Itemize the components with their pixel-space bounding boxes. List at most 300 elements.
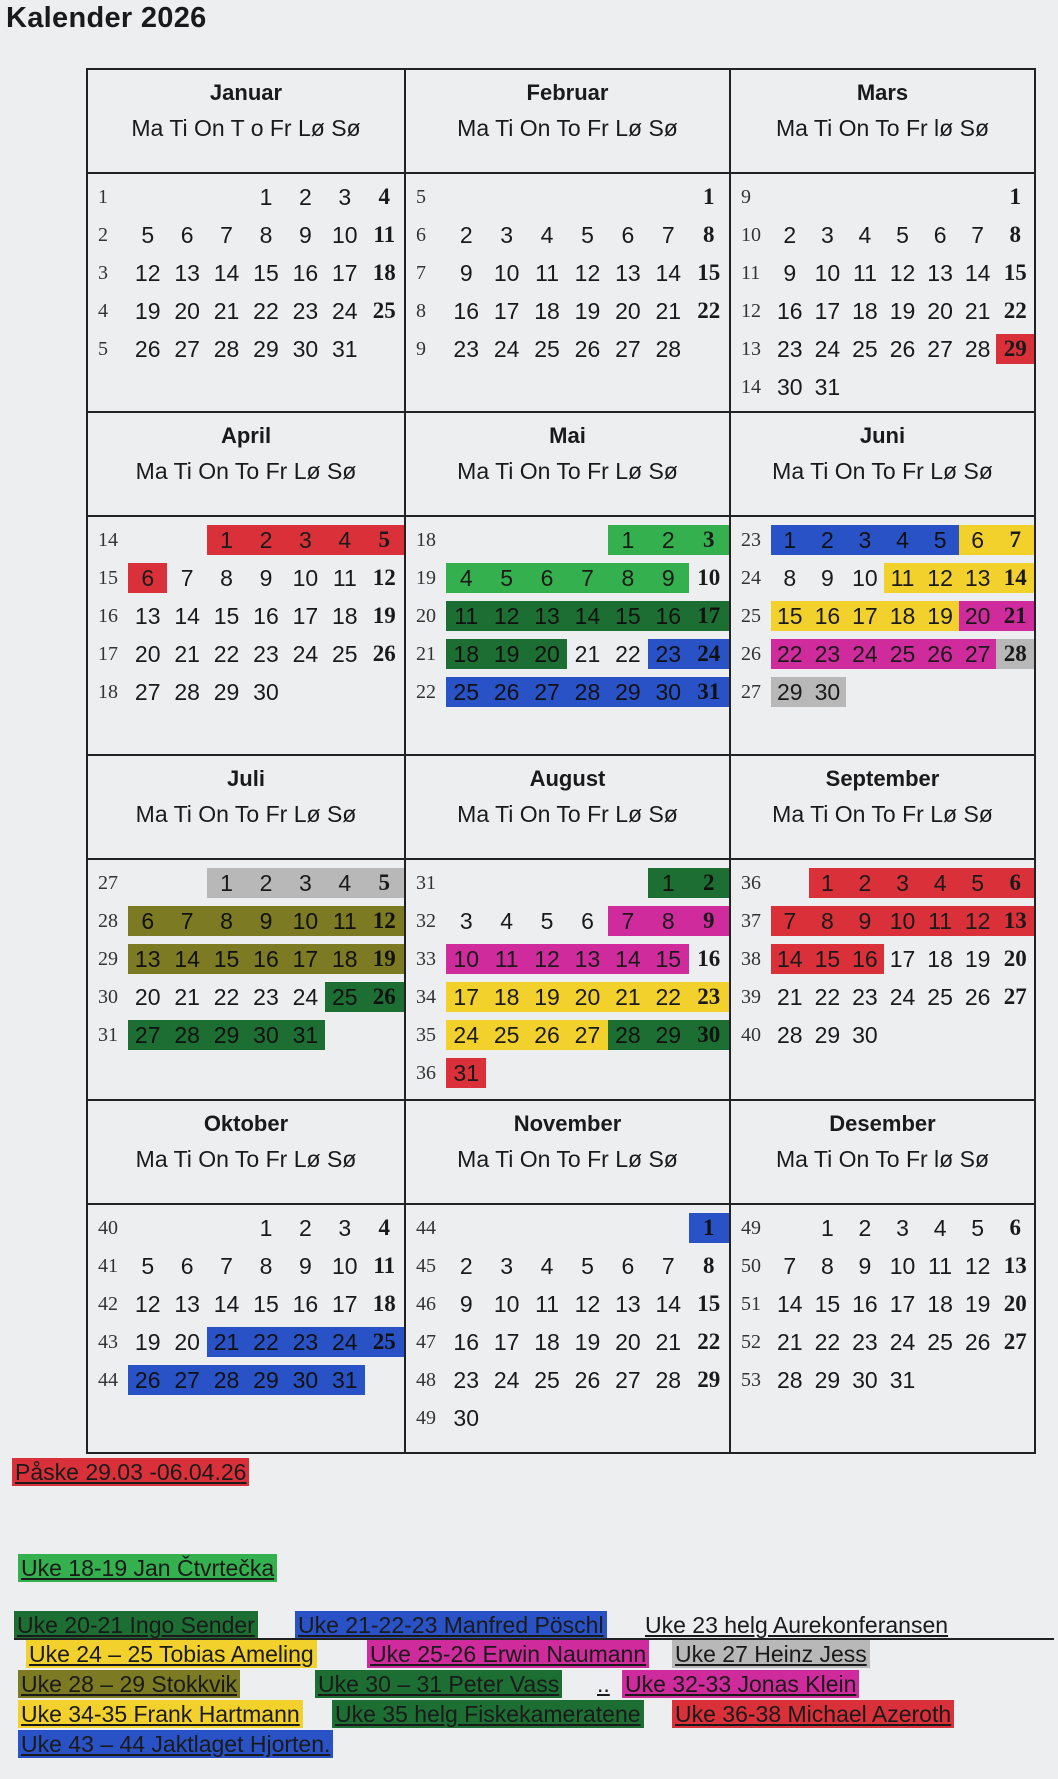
week-row — [88, 1285, 404, 1323]
day-cell: 10 — [889, 1252, 916, 1279]
empty-cell — [527, 868, 567, 898]
day-cell: 22 — [253, 297, 279, 324]
empty-cell — [128, 525, 167, 555]
day-cell: 19 — [964, 1290, 991, 1317]
day-cell: 8 — [259, 1252, 273, 1279]
legend-entry: Uke 24 – 25 Tobias Ameling — [26, 1640, 317, 1668]
empty-cell — [921, 677, 959, 707]
week-number: 18 — [98, 680, 118, 703]
week-row — [88, 216, 404, 254]
day-cell: 10 — [493, 1290, 520, 1317]
weekday-header: Ma Ti On To Fr Lø Sø — [772, 458, 993, 484]
empty-cell — [325, 677, 364, 707]
empty-cell — [365, 1020, 404, 1050]
day-cell: 15 — [1003, 260, 1027, 285]
empty-cell — [486, 182, 526, 212]
empty-cell — [884, 677, 922, 707]
week-number: 10 — [741, 223, 761, 246]
day-cell: 27 — [567, 1020, 607, 1050]
day-cell: 10 — [814, 259, 841, 286]
day-cell: 16 — [453, 1328, 479, 1355]
day-cell: 13 — [1003, 1253, 1027, 1278]
day-cell: 21 — [996, 601, 1034, 631]
weekday-header: Ma Ti On To Fr Lø Sø — [135, 801, 357, 827]
day-cell: 4 — [540, 221, 554, 248]
week-number: 42 — [98, 1292, 118, 1315]
day-cell: 14 — [996, 563, 1034, 593]
day-cell: 31 — [286, 1020, 325, 1050]
day-cell: 3 — [500, 221, 514, 248]
week-number: 49 — [741, 1216, 761, 1239]
empty-cell — [446, 868, 486, 898]
day-cell: 25 — [534, 1366, 560, 1393]
week-row — [406, 597, 729, 635]
day-cell: 20 — [959, 601, 997, 631]
day-cell: 13 — [174, 1290, 200, 1317]
week-row — [731, 673, 1034, 711]
day-cell: 2 — [299, 183, 312, 210]
week-row — [406, 330, 729, 368]
week-number: 41 — [98, 1254, 118, 1277]
month-name: August — [529, 766, 606, 791]
day-cell: 15 — [697, 1291, 721, 1316]
month-oktober — [88, 1101, 406, 1452]
day-cell: 17 — [689, 601, 729, 631]
month-name: Oktober — [203, 1111, 289, 1136]
weekday-header: Ma Ti On T o Fr Lø Sø — [131, 115, 361, 141]
day-cell: 5 — [141, 1252, 155, 1279]
week-row — [406, 940, 729, 978]
day-cell: 19 — [964, 945, 991, 972]
day-cell: 1 — [809, 868, 847, 898]
day-cell: 28 — [567, 677, 607, 707]
week-number: 36 — [741, 871, 761, 894]
day-cell: 19 — [486, 639, 526, 669]
day-cell: 19 — [889, 297, 916, 324]
week-number: 51 — [741, 1292, 761, 1315]
month-name: Januar — [209, 80, 283, 105]
month-header — [406, 413, 729, 517]
week-row — [731, 1016, 1034, 1054]
day-cell: 31 — [689, 677, 729, 707]
day-cell: 24 — [889, 983, 916, 1010]
day-cell: 4 — [500, 907, 514, 934]
week-number: 35 — [416, 1023, 436, 1046]
week-number: 17 — [98, 642, 118, 665]
empty-cell — [128, 868, 167, 898]
empty-cell — [846, 372, 884, 402]
weekday-header: Ma Ti On To Fr Lø Sø — [457, 458, 678, 484]
day-cell: 13 — [927, 259, 953, 286]
day-cell: 12 — [574, 1290, 601, 1317]
day-cell: 31 — [325, 1365, 364, 1395]
empty-cell — [771, 1213, 809, 1243]
day-cell: 20 — [527, 639, 567, 669]
weekday-header: Ma Ti On To Fr Lø Sø — [135, 1146, 357, 1172]
day-cell: 20 — [134, 983, 161, 1010]
week-row — [731, 559, 1034, 597]
week-number: 26 — [741, 642, 761, 665]
day-cell: 1 — [207, 525, 246, 555]
day-cell: 17 — [292, 602, 319, 629]
empty-cell — [286, 677, 325, 707]
week-row — [731, 178, 1034, 216]
day-cell: 8 — [702, 222, 715, 247]
day-cell: 21 — [608, 982, 648, 1012]
day-cell: 17 — [889, 945, 916, 972]
empty-cell — [365, 677, 404, 707]
empty-cell — [486, 525, 526, 555]
day-cell: 8 — [809, 906, 847, 936]
day-cell: 18 — [534, 297, 560, 324]
day-cell: 4 — [325, 868, 364, 898]
empty-cell — [846, 182, 884, 212]
day-cell: 2 — [648, 525, 688, 555]
day-cell: 4 — [378, 184, 390, 209]
day-cell: 24 — [493, 1366, 520, 1393]
day-cell: 22 — [648, 982, 688, 1012]
week-number: 28 — [98, 909, 118, 932]
empty-cell — [959, 677, 997, 707]
week-number: 47 — [416, 1330, 436, 1353]
week-row — [731, 978, 1034, 1016]
legend-entry: Uke 23 helg Aurekonferansen — [645, 1612, 949, 1638]
empty-cell — [567, 1403, 607, 1433]
day-cell: 15 — [648, 944, 688, 974]
day-cell: 30 — [253, 678, 279, 705]
week-row — [406, 521, 729, 559]
week-row — [731, 1247, 1034, 1285]
day-cell: 25 — [365, 1327, 404, 1357]
empty-cell — [486, 1058, 526, 1088]
day-cell: 4 — [884, 525, 922, 555]
week-number: 22 — [416, 680, 436, 703]
empty-cell — [365, 334, 404, 364]
empty-cell — [689, 334, 729, 364]
day-cell: 3 — [846, 525, 884, 555]
day-cell: 16 — [852, 1290, 878, 1317]
week-row — [88, 978, 404, 1016]
day-cell: 14 — [655, 259, 682, 286]
day-cell: 4 — [933, 1214, 947, 1241]
day-cell: 13 — [174, 259, 200, 286]
day-cell: 9 — [858, 1252, 872, 1279]
day-cell: 12 — [372, 565, 396, 590]
day-cell: 31 — [446, 1058, 486, 1088]
day-cell: 28 — [655, 1366, 682, 1393]
week-row — [731, 864, 1034, 902]
day-cell: 5 — [959, 868, 997, 898]
day-cell: 8 — [648, 906, 688, 936]
day-cell: 2 — [858, 1214, 872, 1241]
week-number: 52 — [741, 1330, 761, 1353]
day-cell: 21 — [574, 640, 601, 667]
day-cell: 9 — [259, 564, 273, 591]
day-cell: 21 — [174, 983, 200, 1010]
day-cell: 15 — [814, 1290, 841, 1317]
week-number: 34 — [416, 985, 436, 1008]
day-cell: 7 — [567, 563, 607, 593]
day-cell: 1 — [259, 1214, 273, 1241]
legend-entry: Uke 21-22-23 Manfred Pöschl — [295, 1611, 607, 1639]
day-cell: 7 — [220, 221, 233, 248]
week-number: 27 — [741, 680, 761, 703]
day-cell: 4 — [378, 1215, 390, 1240]
week-row — [731, 254, 1034, 292]
day-cell: 26 — [574, 335, 601, 362]
empty-cell — [921, 182, 959, 212]
empty-cell — [567, 1058, 607, 1088]
day-cell: 28 — [964, 335, 991, 362]
day-cell: 20 — [567, 982, 607, 1012]
week-number: 45 — [416, 1254, 436, 1277]
week-number: 9 — [416, 337, 426, 360]
day-cell: 31 — [889, 1366, 916, 1393]
day-cell: 3 — [286, 525, 325, 555]
day-cell: 1 — [689, 1213, 729, 1243]
day-cell: 29 — [996, 334, 1034, 364]
day-cell: 14 — [213, 1290, 240, 1317]
day-cell: 23 — [453, 1366, 479, 1393]
day-cell: 15 — [809, 944, 847, 974]
month-header — [731, 70, 1034, 174]
day-cell: 1 — [648, 868, 688, 898]
day-cell: 6 — [959, 525, 997, 555]
day-cell: 17 — [332, 259, 358, 286]
day-cell: 21 — [174, 640, 200, 667]
week-number: 12 — [741, 299, 761, 322]
month-header — [88, 413, 404, 517]
day-cell: 3 — [338, 1214, 352, 1241]
day-cell: 27 — [1003, 984, 1027, 1009]
week-number: 21 — [416, 642, 436, 665]
day-cell: 30 — [292, 335, 319, 362]
week-row — [731, 368, 1034, 406]
empty-cell — [167, 1213, 206, 1243]
day-cell: 12 — [574, 259, 601, 286]
day-cell: 11 — [884, 563, 922, 593]
week-row — [88, 864, 404, 902]
week-row — [406, 1209, 729, 1247]
legend-entry: .. — [597, 1671, 610, 1697]
day-cell: 20 — [1003, 1291, 1027, 1316]
day-cell: 24 — [889, 1328, 916, 1355]
day-cell: 25 — [372, 298, 396, 323]
week-row — [731, 1361, 1034, 1399]
legend-entry: Uke 25-26 Erwin Naumann — [367, 1640, 649, 1668]
day-cell: 11 — [332, 564, 357, 591]
day-cell: 12 — [134, 259, 161, 286]
empty-cell — [527, 182, 567, 212]
day-cell: 9 — [299, 221, 312, 248]
empty-cell — [486, 868, 526, 898]
empty-cell — [921, 1020, 959, 1050]
day-cell: 27 — [927, 335, 953, 362]
month-mars — [731, 70, 1034, 413]
week-row — [731, 1285, 1034, 1323]
day-cell: 30 — [809, 677, 847, 707]
day-cell: 17 — [493, 1328, 520, 1355]
week-number: 44 — [98, 1368, 118, 1391]
day-cell: 30 — [286, 1365, 325, 1395]
day-cell: 14 — [771, 944, 809, 974]
week-number: 46 — [416, 1292, 436, 1315]
week-number: 36 — [416, 1061, 436, 1084]
day-cell: 27 — [128, 1020, 167, 1050]
week-row — [406, 673, 729, 711]
day-cell: 24 — [292, 983, 319, 1010]
day-cell: 21 — [655, 1328, 682, 1355]
week-row — [731, 1323, 1034, 1361]
empty-cell — [167, 868, 206, 898]
day-cell: 11 — [535, 259, 559, 286]
day-cell: 25 — [927, 1328, 953, 1355]
day-cell: 1 — [608, 525, 648, 555]
day-cell: 8 — [783, 564, 797, 591]
day-cell: 13 — [134, 602, 161, 629]
day-cell: 8 — [702, 1253, 715, 1278]
empty-cell — [527, 525, 567, 555]
day-cell: 28 — [996, 639, 1034, 669]
day-cell: 27 — [959, 639, 997, 669]
day-cell: 27 — [1003, 1329, 1027, 1354]
day-cell: 11 — [921, 906, 959, 936]
day-cell: 14 — [167, 944, 206, 974]
day-cell: 25 — [927, 983, 953, 1010]
week-row — [406, 216, 729, 254]
week-row — [731, 940, 1034, 978]
week-number: 20 — [416, 604, 436, 627]
day-cell: 13 — [567, 944, 607, 974]
empty-cell — [809, 182, 847, 212]
legend-divider — [14, 1638, 1054, 1640]
month-name: November — [513, 1111, 622, 1136]
day-cell: 23 — [253, 640, 279, 667]
day-cell: 28 — [776, 1366, 803, 1393]
day-cell: 20 — [615, 1328, 641, 1355]
day-cell: 19 — [574, 297, 601, 324]
day-cell: 6 — [621, 221, 635, 248]
legend-entry: Uke 43 – 44 Jaktlaget Hjorten. — [18, 1730, 333, 1758]
day-cell: 10 — [332, 221, 358, 248]
empty-cell — [608, 868, 648, 898]
day-cell: 14 — [213, 259, 240, 286]
day-cell: 3 — [896, 1214, 909, 1241]
day-cell: 28 — [655, 335, 682, 362]
legend-entry: Uke 32-33 Jonas Klein — [622, 1670, 859, 1698]
day-cell: 1 — [259, 183, 273, 210]
month-name: Februar — [526, 80, 609, 105]
day-cell: 4 — [540, 1252, 554, 1279]
day-cell: 20 — [134, 640, 161, 667]
day-cell: 18 — [927, 1290, 953, 1317]
day-cell: 20 — [927, 297, 953, 324]
day-cell: 9 — [783, 259, 797, 286]
day-cell: 2 — [846, 868, 884, 898]
day-cell: 10 — [697, 565, 721, 590]
week-row — [731, 292, 1034, 330]
day-cell: 21 — [207, 1327, 246, 1357]
day-cell: 10 — [332, 1252, 358, 1279]
empty-cell — [996, 372, 1034, 402]
day-cell: 19 — [365, 944, 404, 974]
empty-cell — [567, 525, 607, 555]
week-number: 24 — [741, 566, 761, 589]
day-cell: 19 — [527, 982, 567, 1012]
day-cell: 6 — [1009, 1215, 1021, 1240]
day-cell: 19 — [134, 297, 161, 324]
day-cell: 10 — [884, 906, 922, 936]
day-cell: 2 — [299, 1214, 312, 1241]
month-header — [406, 70, 729, 174]
empty-cell — [959, 1365, 997, 1395]
day-cell: 21 — [655, 297, 682, 324]
week-number: 14 — [98, 528, 118, 551]
week-row — [406, 902, 729, 940]
day-cell: 6 — [581, 907, 594, 934]
week-row — [88, 1361, 404, 1399]
day-cell: 27 — [134, 678, 161, 705]
day-cell: 3 — [820, 221, 834, 248]
day-cell: 10 — [292, 564, 319, 591]
day-cell: 22 — [1003, 298, 1027, 323]
week-row — [88, 292, 404, 330]
week-number: 8 — [416, 299, 426, 322]
day-cell: 14 — [964, 259, 991, 286]
empty-cell — [567, 1213, 607, 1243]
day-cell: 15 — [697, 260, 721, 285]
day-cell: 5 — [141, 221, 155, 248]
month-juni — [731, 413, 1034, 756]
day-cell: 7 — [661, 1252, 675, 1279]
day-cell: 15 — [608, 601, 648, 631]
empty-cell — [884, 372, 922, 402]
day-cell: 18 — [486, 982, 526, 1012]
day-cell: 13 — [996, 906, 1034, 936]
day-cell: 20 — [1003, 946, 1027, 971]
week-number: 39 — [741, 985, 761, 1008]
week-row — [88, 597, 404, 635]
week-number: 7 — [416, 261, 426, 284]
day-cell: 9 — [689, 906, 729, 936]
weekday-header: Ma Ti On To Fr lø Sø — [776, 1146, 989, 1172]
empty-cell — [648, 1403, 688, 1433]
empty-cell — [486, 1403, 526, 1433]
day-cell: 16 — [776, 297, 803, 324]
day-cell: 1 — [1009, 184, 1021, 209]
day-cell: 26 — [372, 641, 396, 666]
week-row — [88, 635, 404, 673]
day-cell: 24 — [814, 335, 841, 362]
day-cell: 26 — [921, 639, 959, 669]
day-cell: 31 — [814, 373, 841, 400]
week-number: 48 — [416, 1368, 436, 1391]
week-row — [406, 1361, 729, 1399]
day-cell: 6 — [996, 868, 1034, 898]
month-name: April — [220, 423, 272, 448]
day-cell: 29 — [814, 1366, 841, 1393]
day-cell: 12 — [365, 906, 404, 936]
month-header — [406, 1101, 729, 1205]
day-cell: 14 — [608, 944, 648, 974]
day-cell: 11 — [486, 944, 526, 974]
day-cell: 9 — [820, 564, 834, 591]
day-cell: 3 — [459, 907, 473, 934]
week-row — [406, 1323, 729, 1361]
day-cell: 29 — [213, 678, 240, 705]
day-cell: 23 — [286, 1327, 325, 1357]
day-cell: 23 — [292, 297, 319, 324]
